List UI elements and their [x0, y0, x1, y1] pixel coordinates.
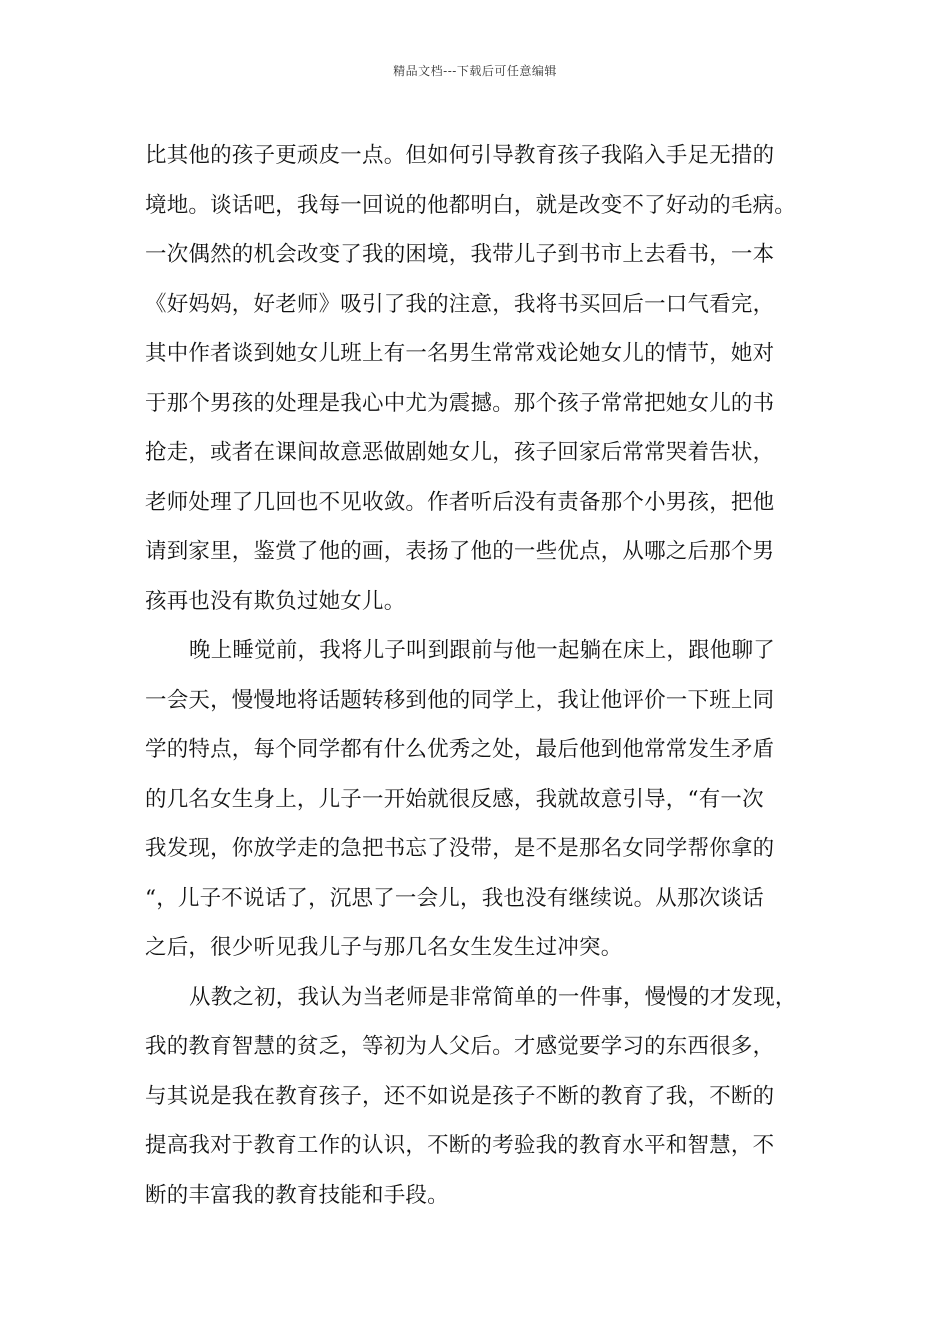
paragraph [145, 973, 815, 1221]
text-line: 于那个男孩的处理是我心中尤为震撼。那个孩子常常把她女儿的书 [145, 390, 775, 416]
text-line: 老师处理了几回也不见收敛。作者听后没有责备那个小男孩，把他 [145, 489, 775, 515]
page-header: 精品文档---下载后可任意编辑 [393, 64, 557, 78]
text-line: 之后，很少听见我儿子与那几名女生发生过冲突。 [145, 935, 623, 960]
text-line: 提高我对于教育工作的认识，不断的考验我的教育水平和智慧，不 [145, 1133, 775, 1158]
text-line: 抢走，或者在课间故意恶做剧她女儿，孩子回家后常常哭着告状， [145, 440, 775, 465]
paragraph [145, 626, 815, 973]
text-line: 从教之初，我认为当老师是非常简单的一件事，慢慢的才发现， [189, 984, 797, 1010]
text-line: 我发现，你放学走的急把书忘了没带，是不是那名女同学帮你拿的 [145, 836, 775, 861]
text-line: 的几名女生身上，儿子一开始就很反感，我就故意引导，“有一次 [145, 786, 764, 812]
text-line: “，儿子不说话了，沉思了一会儿，我也没有继续说。从那次谈话 [145, 885, 764, 911]
text-line: 其中作者谈到她女儿班上有一名男生常常戏论她女儿的情节，她对 [145, 341, 775, 366]
text-line: 比其他的孩子更顽皮一点。但如何引导教育孩子我陷入手足无措的 [145, 143, 775, 168]
text-line: 我的教育智慧的贫乏，等初为人父后。才感觉要学习的东西很多， [145, 1034, 775, 1059]
text-line: 与其说是我在教育孩子，还不如说是孩子不断的教育了我，不断的 [145, 1083, 775, 1109]
text-line: 一会天，慢慢地将话题转移到他的同学上，我让他评价一下班上同 [145, 687, 775, 713]
text-line: 断的丰富我的教育技能和手段。 [145, 1182, 449, 1208]
text-line: 晚上睡觉前，我将儿子叫到跟前与他一起躺在床上，跟他聊了 [189, 638, 775, 663]
text-line: 一次偶然的机会改变了我的困境，我带儿子到书市上去看书，一本 [145, 242, 775, 267]
document-body [145, 131, 815, 1220]
paragraph [145, 131, 815, 626]
text-line: 《好妈妈，好老师》吸引了我的注意，我将书买回后一口气看完， [145, 291, 775, 317]
text-line: 请到家里，鉴赏了他的画，表扬了他的一些优点，从哪之后那个男 [145, 539, 775, 564]
text-line: 境地。谈话吧，我每一回说的他都明白，就是改变不了好动的毛病。 [145, 192, 797, 218]
text-line: 孩再也没有欺负过她女儿。 [145, 588, 406, 614]
text-line: 学的特点，每个同学都有什么优秀之处，最后他到他常常发生矛盾 [145, 737, 775, 762]
